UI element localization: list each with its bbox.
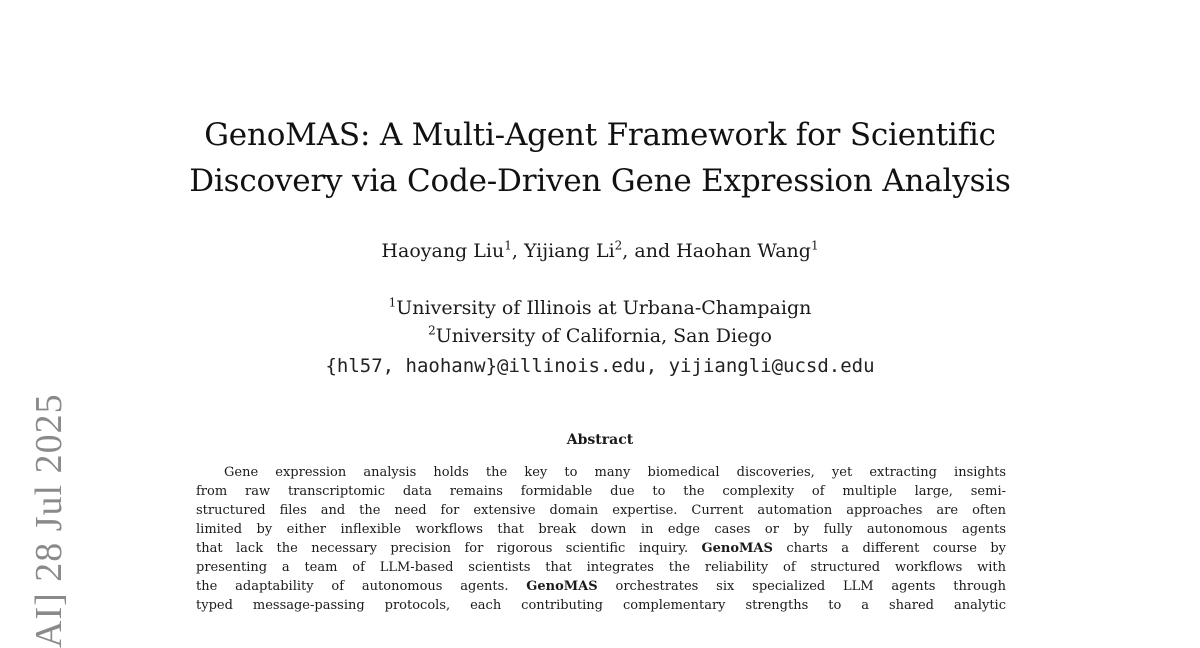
author-affiliation-mark: 1 [504, 238, 512, 253]
abstract-line: the adaptability of autonomous agents. GenoMAS orchestrates six specialized LLM agents through [196, 579, 1006, 594]
title-line-1: GenoMAS: A Multi-Agent Framework for Scientific [204, 117, 996, 153]
abstract-body [196, 463, 1006, 615]
author-separator: , and [622, 240, 677, 262]
affiliation-name: University of California, San Diego [435, 325, 772, 347]
affiliation-mark: 2 [428, 323, 436, 338]
author-affiliation-mark: 2 [614, 238, 623, 253]
author-emails: {hl57, haohanw}@illinois.edu, yijiangli@ucsd.edu [325, 355, 875, 377]
author-name: Haoyang Liu [381, 240, 505, 262]
author-list [0, 236, 1200, 266]
author-separator: , [511, 240, 524, 262]
abstract-line: limited by either inflexible workflows that break down in edge cases or by fully autonomous agents [196, 522, 1006, 537]
affiliation-line [0, 294, 1200, 322]
author-name: Yijiang Li [523, 240, 615, 262]
bold-term: GenoMAS [701, 541, 773, 556]
abstract-line: typed message-passing protocols, each contributing complementary strengths to a shared analytic [196, 598, 1006, 613]
bold-term: GenoMAS [526, 579, 598, 594]
abstract-line: from raw transcriptomic data remains formidable due to the complexity of multiple large, semi- [196, 484, 1006, 499]
abstract-line: Gene expression analysis holds the key to many biomedical discoveries, yet extracting insights [224, 465, 1006, 480]
affiliation-list [0, 294, 1200, 350]
paper-title [0, 112, 1200, 204]
abstract-line: that lack the necessary precision for rigorous scientific inquiry. GenoMAS charts a different course by [196, 541, 1006, 556]
abstract-heading: Abstract [566, 432, 634, 448]
abstract-line: structured files and the need for extensive domain expertise. Current automation approaches are often [196, 503, 1006, 518]
affiliation-name: University of Illinois at Urbana-Champaign [396, 297, 812, 319]
affiliation-line [0, 322, 1200, 350]
arxiv-side-stamp: AI] 28 Jul 2025 [28, 393, 70, 648]
author-affiliation-mark: 1 [810, 238, 819, 253]
affiliation-mark: 1 [388, 295, 397, 310]
author-name: Haohan Wang [676, 240, 811, 262]
title-line-2: Discovery via Code-Driven Gene Expression Analysis [189, 163, 1011, 199]
abstract-line: presenting a team of LLM-based scientists that integrates the reliability of structured workflows with [196, 560, 1006, 575]
